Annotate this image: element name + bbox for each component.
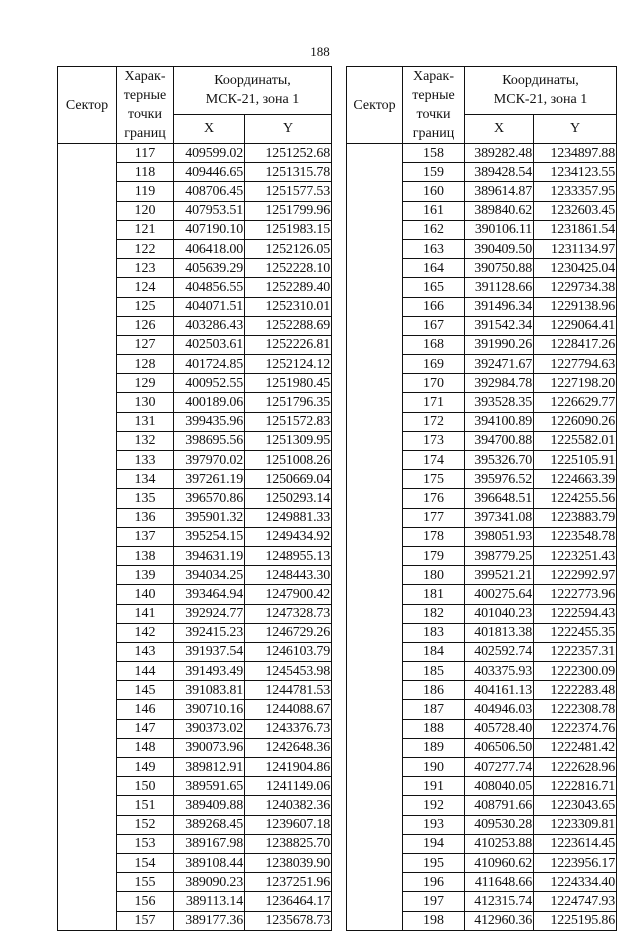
x-coordinate-cell: 397970.02 — [174, 451, 245, 470]
x-coordinate-cell: 392984.78 — [465, 374, 534, 393]
y-coordinate-cell: 1225195.86 — [534, 911, 617, 930]
y-coordinate-cell: 1233357.95 — [534, 182, 617, 201]
point-number-cell: 197 — [403, 892, 465, 911]
point-number-cell: 135 — [117, 489, 174, 508]
y-coordinate-cell: 1249434.92 — [245, 527, 332, 546]
x-coordinate-cell: 391493.49 — [174, 662, 245, 681]
x-coordinate-cell: 389177.36 — [174, 911, 245, 930]
point-number-cell: 145 — [117, 681, 174, 700]
point-number-cell: 119 — [117, 182, 174, 201]
x-coordinate-cell: 405639.29 — [174, 259, 245, 278]
sector-header: Сектор — [58, 67, 117, 144]
y-coordinate-cell: 1238039.90 — [245, 853, 332, 872]
y-coordinate-cell: 1251980.45 — [245, 374, 332, 393]
y-coordinate-cell: 1242648.36 — [245, 738, 332, 757]
table-body-right — [347, 144, 617, 931]
x-coordinate-cell: 390106.11 — [465, 220, 534, 239]
y-coordinate-cell: 1222308.78 — [534, 700, 617, 719]
y-coordinate-cell: 1222628.96 — [534, 758, 617, 777]
point-number-cell: 160 — [403, 182, 465, 201]
point-number-cell: 190 — [403, 758, 465, 777]
y-coordinate-cell: 1229138.96 — [534, 297, 617, 316]
point-number-cell: 146 — [117, 700, 174, 719]
sector-cell — [347, 144, 403, 931]
point-number-cell: 142 — [117, 623, 174, 642]
point-number-cell: 173 — [403, 431, 465, 450]
x-coordinate-cell: 397341.08 — [465, 508, 534, 527]
y-coordinate-cell: 1251983.15 — [245, 220, 332, 239]
y-coordinate-cell: 1246729.26 — [245, 623, 332, 642]
coordinates-table-left — [57, 66, 332, 931]
y-coordinate-cell: 1222816.71 — [534, 777, 617, 796]
x-coordinate-cell: 399435.96 — [174, 412, 245, 431]
point-number-cell: 162 — [403, 220, 465, 239]
x-coordinate-cell: 389108.44 — [174, 853, 245, 872]
y-coordinate-cell: 1252228.10 — [245, 259, 332, 278]
point-number-cell: 143 — [117, 642, 174, 661]
y-coordinate-cell: 1244781.53 — [245, 681, 332, 700]
x-coordinate-cell: 390710.16 — [174, 700, 245, 719]
point-number-cell: 153 — [117, 834, 174, 853]
point-number-cell: 122 — [117, 239, 174, 258]
y-coordinate-cell: 1222357.31 — [534, 642, 617, 661]
point-number-cell: 121 — [117, 220, 174, 239]
point-number-cell: 184 — [403, 642, 465, 661]
point-number-cell: 129 — [117, 374, 174, 393]
x-coordinate-cell: 389840.62 — [465, 201, 534, 220]
y-coordinate-cell: 1226090.26 — [534, 412, 617, 431]
page-number: 188 — [310, 44, 330, 59]
table-row — [347, 144, 617, 163]
x-coordinate-cell: 389812.91 — [174, 758, 245, 777]
point-number-cell: 140 — [117, 585, 174, 604]
point-number-cell: 194 — [403, 834, 465, 853]
x-coordinate-cell: 409446.65 — [174, 163, 245, 182]
x-coordinate-cell: 411648.66 — [465, 873, 534, 892]
point-number-cell: 134 — [117, 470, 174, 489]
x-coordinate-cell: 389409.88 — [174, 796, 245, 815]
char-points-header: Харак- терные точки границ — [117, 67, 174, 144]
point-number-cell: 193 — [403, 815, 465, 834]
point-number-cell: 186 — [403, 681, 465, 700]
y-coordinate-cell: 1229734.38 — [534, 278, 617, 297]
y-header: Y — [245, 114, 332, 143]
point-number-cell: 149 — [117, 758, 174, 777]
coordinates-header: Координаты, МСК-21, зона 1 — [465, 67, 617, 115]
x-coordinate-cell: 395976.52 — [465, 470, 534, 489]
y-coordinate-cell: 1223548.78 — [534, 527, 617, 546]
table-body-left — [58, 144, 332, 931]
point-number-cell: 123 — [117, 259, 174, 278]
point-number-cell: 136 — [117, 508, 174, 527]
x-coordinate-cell: 409530.28 — [465, 815, 534, 834]
y-coordinate-cell: 1222455.35 — [534, 623, 617, 642]
x-coordinate-cell: 396570.86 — [174, 489, 245, 508]
y-coordinate-cell: 1222773.96 — [534, 585, 617, 604]
x-coordinate-cell: 395326.70 — [465, 451, 534, 470]
x-coordinate-cell: 391937.54 — [174, 642, 245, 661]
point-number-cell: 139 — [117, 566, 174, 585]
y-coordinate-cell: 1223614.45 — [534, 834, 617, 853]
y-coordinate-cell: 1223043.65 — [534, 796, 617, 815]
x-header: X — [465, 114, 534, 143]
y-coordinate-cell: 1227794.63 — [534, 355, 617, 374]
point-number-cell: 158 — [403, 144, 465, 163]
point-number-cell: 148 — [117, 738, 174, 757]
x-coordinate-cell: 395901.32 — [174, 508, 245, 527]
y-coordinate-cell: 1251572.83 — [245, 412, 332, 431]
sector-cell — [58, 144, 117, 931]
x-coordinate-cell: 390750.88 — [465, 259, 534, 278]
point-number-cell: 187 — [403, 700, 465, 719]
point-number-cell: 195 — [403, 853, 465, 872]
y-coordinate-cell: 1224255.56 — [534, 489, 617, 508]
point-number-cell: 188 — [403, 719, 465, 738]
point-number-cell: 127 — [117, 335, 174, 354]
x-coordinate-cell: 397261.19 — [174, 470, 245, 489]
point-number-cell: 154 — [117, 853, 174, 872]
point-number-cell: 133 — [117, 451, 174, 470]
point-number-cell: 118 — [117, 163, 174, 182]
y-coordinate-cell: 1225105.91 — [534, 451, 617, 470]
y-coordinate-cell: 1237251.96 — [245, 873, 332, 892]
y-coordinate-cell: 1234897.88 — [534, 144, 617, 163]
y-coordinate-cell: 1225582.01 — [534, 431, 617, 450]
x-coordinate-cell: 410960.62 — [465, 853, 534, 872]
point-number-cell: 124 — [117, 278, 174, 297]
sector-header: Сектор — [347, 67, 403, 144]
x-coordinate-cell: 389268.45 — [174, 815, 245, 834]
coordinates-header: Координаты, МСК-21, зона 1 — [174, 67, 332, 115]
y-coordinate-cell: 1238825.70 — [245, 834, 332, 853]
x-coordinate-cell: 403375.93 — [465, 662, 534, 681]
point-number-cell: 185 — [403, 662, 465, 681]
x-coordinate-cell: 401040.23 — [465, 604, 534, 623]
x-coordinate-cell: 404161.13 — [465, 681, 534, 700]
y-coordinate-cell: 1239607.18 — [245, 815, 332, 834]
y-coordinate-cell: 1252124.12 — [245, 355, 332, 374]
point-number-cell: 178 — [403, 527, 465, 546]
x-coordinate-cell: 405728.40 — [465, 719, 534, 738]
x-header: X — [174, 114, 245, 143]
y-coordinate-cell: 1251008.26 — [245, 451, 332, 470]
point-number-cell: 120 — [117, 201, 174, 220]
x-coordinate-cell: 394100.89 — [465, 412, 534, 431]
point-number-cell: 152 — [117, 815, 174, 834]
point-number-cell: 117 — [117, 144, 174, 163]
y-coordinate-cell: 1222992.97 — [534, 566, 617, 585]
x-coordinate-cell: 412315.74 — [465, 892, 534, 911]
x-coordinate-cell: 389591.65 — [174, 777, 245, 796]
point-number-cell: 144 — [117, 662, 174, 681]
x-coordinate-cell: 399521.21 — [465, 566, 534, 585]
point-number-cell: 151 — [117, 796, 174, 815]
point-number-cell: 182 — [403, 604, 465, 623]
y-coordinate-cell: 1252289.40 — [245, 278, 332, 297]
y-coordinate-cell: 1251315.78 — [245, 163, 332, 182]
point-number-cell: 183 — [403, 623, 465, 642]
y-coordinate-cell: 1226629.77 — [534, 393, 617, 412]
x-coordinate-cell: 389090.23 — [174, 873, 245, 892]
coordinates-table-right — [346, 66, 617, 931]
y-coordinate-cell: 1243376.73 — [245, 719, 332, 738]
x-coordinate-cell: 398051.93 — [465, 527, 534, 546]
y-coordinate-cell: 1222283.48 — [534, 681, 617, 700]
y-coordinate-cell: 1241904.86 — [245, 758, 332, 777]
y-coordinate-cell: 1224747.93 — [534, 892, 617, 911]
x-coordinate-cell: 408706.45 — [174, 182, 245, 201]
x-coordinate-cell: 391128.66 — [465, 278, 534, 297]
point-number-cell: 181 — [403, 585, 465, 604]
y-coordinate-cell: 1222300.09 — [534, 662, 617, 681]
y-coordinate-cell: 1224663.39 — [534, 470, 617, 489]
y-coordinate-cell: 1236464.17 — [245, 892, 332, 911]
y-coordinate-cell: 1241149.06 — [245, 777, 332, 796]
point-number-cell: 138 — [117, 546, 174, 565]
point-number-cell: 125 — [117, 297, 174, 316]
y-coordinate-cell: 1227198.20 — [534, 374, 617, 393]
y-coordinate-cell: 1232603.45 — [534, 201, 617, 220]
y-coordinate-cell: 1247900.42 — [245, 585, 332, 604]
y-coordinate-cell: 1251799.96 — [245, 201, 332, 220]
x-coordinate-cell: 391496.34 — [465, 297, 534, 316]
x-coordinate-cell: 410253.88 — [465, 834, 534, 853]
point-number-cell: 128 — [117, 355, 174, 374]
y-coordinate-cell: 1251796.35 — [245, 393, 332, 412]
y-coordinate-cell: 1246103.79 — [245, 642, 332, 661]
point-number-cell: 132 — [117, 431, 174, 450]
x-coordinate-cell: 404946.03 — [465, 700, 534, 719]
point-number-cell: 163 — [403, 239, 465, 258]
x-coordinate-cell: 400952.55 — [174, 374, 245, 393]
x-coordinate-cell: 395254.15 — [174, 527, 245, 546]
x-coordinate-cell: 391083.81 — [174, 681, 245, 700]
y-coordinate-cell: 1248443.30 — [245, 566, 332, 585]
x-coordinate-cell: 398695.56 — [174, 431, 245, 450]
y-coordinate-cell: 1249881.33 — [245, 508, 332, 527]
point-number-cell: 165 — [403, 278, 465, 297]
y-coordinate-cell: 1222481.42 — [534, 738, 617, 757]
point-number-cell: 147 — [117, 719, 174, 738]
point-number-cell: 155 — [117, 873, 174, 892]
point-number-cell: 159 — [403, 163, 465, 182]
x-coordinate-cell: 393464.94 — [174, 585, 245, 604]
y-coordinate-cell: 1240382.36 — [245, 796, 332, 815]
point-number-cell: 177 — [403, 508, 465, 527]
x-coordinate-cell: 402592.74 — [465, 642, 534, 661]
x-coordinate-cell: 389428.54 — [465, 163, 534, 182]
x-coordinate-cell: 392415.23 — [174, 623, 245, 642]
x-coordinate-cell: 408040.05 — [465, 777, 534, 796]
point-number-cell: 169 — [403, 355, 465, 374]
point-number-cell: 126 — [117, 316, 174, 335]
y-coordinate-cell: 1251309.95 — [245, 431, 332, 450]
y-coordinate-cell: 1250293.14 — [245, 489, 332, 508]
y-coordinate-cell: 1235678.73 — [245, 911, 332, 930]
point-number-cell: 168 — [403, 335, 465, 354]
point-number-cell: 167 — [403, 316, 465, 335]
x-coordinate-cell: 390373.02 — [174, 719, 245, 738]
point-number-cell: 174 — [403, 451, 465, 470]
y-coordinate-cell: 1224334.40 — [534, 873, 617, 892]
x-coordinate-cell: 396648.51 — [465, 489, 534, 508]
point-number-cell: 172 — [403, 412, 465, 431]
y-coordinate-cell: 1251252.68 — [245, 144, 332, 163]
y-coordinate-cell: 1222594.43 — [534, 604, 617, 623]
point-number-cell: 170 — [403, 374, 465, 393]
y-coordinate-cell: 1245453.98 — [245, 662, 332, 681]
y-coordinate-cell: 1223309.81 — [534, 815, 617, 834]
x-coordinate-cell: 400189.06 — [174, 393, 245, 412]
x-coordinate-cell: 389614.87 — [465, 182, 534, 201]
x-coordinate-cell: 407953.51 — [174, 201, 245, 220]
point-number-cell: 176 — [403, 489, 465, 508]
table-row — [58, 144, 332, 163]
y-coordinate-cell: 1252288.69 — [245, 316, 332, 335]
point-number-cell: 130 — [117, 393, 174, 412]
x-coordinate-cell: 406506.50 — [465, 738, 534, 757]
point-number-cell: 156 — [117, 892, 174, 911]
x-coordinate-cell: 394034.25 — [174, 566, 245, 585]
y-coordinate-cell: 1248955.13 — [245, 546, 332, 565]
point-number-cell: 171 — [403, 393, 465, 412]
y-coordinate-cell: 1223956.17 — [534, 853, 617, 872]
point-number-cell: 198 — [403, 911, 465, 930]
x-coordinate-cell: 404071.51 — [174, 297, 245, 316]
x-coordinate-cell: 392471.67 — [465, 355, 534, 374]
point-number-cell: 164 — [403, 259, 465, 278]
y-coordinate-cell: 1252310.01 — [245, 297, 332, 316]
y-coordinate-cell: 1231134.97 — [534, 239, 617, 258]
x-coordinate-cell: 393528.35 — [465, 393, 534, 412]
y-coordinate-cell: 1252226.81 — [245, 335, 332, 354]
x-coordinate-cell: 404856.55 — [174, 278, 245, 297]
x-coordinate-cell: 412960.36 — [465, 911, 534, 930]
x-coordinate-cell: 389282.48 — [465, 144, 534, 163]
point-number-cell: 161 — [403, 201, 465, 220]
point-number-cell: 166 — [403, 297, 465, 316]
x-coordinate-cell: 398779.25 — [465, 546, 534, 565]
y-coordinate-cell: 1250669.04 — [245, 470, 332, 489]
point-number-cell: 131 — [117, 412, 174, 431]
x-coordinate-cell: 407190.10 — [174, 220, 245, 239]
x-coordinate-cell: 408791.66 — [465, 796, 534, 815]
x-coordinate-cell: 389113.14 — [174, 892, 245, 911]
y-header: Y — [534, 114, 617, 143]
x-coordinate-cell: 390409.50 — [465, 239, 534, 258]
y-coordinate-cell: 1229064.41 — [534, 316, 617, 335]
x-coordinate-cell: 394631.19 — [174, 546, 245, 565]
x-coordinate-cell: 401813.38 — [465, 623, 534, 642]
point-number-cell: 192 — [403, 796, 465, 815]
x-coordinate-cell: 394700.88 — [465, 431, 534, 450]
x-coordinate-cell: 406418.00 — [174, 239, 245, 258]
point-number-cell: 179 — [403, 546, 465, 565]
char-points-header: Харак- терные точки границ — [403, 67, 465, 144]
x-coordinate-cell: 407277.74 — [465, 758, 534, 777]
point-number-cell: 189 — [403, 738, 465, 757]
x-coordinate-cell: 401724.85 — [174, 355, 245, 374]
point-number-cell: 157 — [117, 911, 174, 930]
x-coordinate-cell: 391542.34 — [465, 316, 534, 335]
x-coordinate-cell: 391990.26 — [465, 335, 534, 354]
x-coordinate-cell: 409599.02 — [174, 144, 245, 163]
point-number-cell: 137 — [117, 527, 174, 546]
y-coordinate-cell: 1223251.43 — [534, 546, 617, 565]
x-coordinate-cell: 392924.77 — [174, 604, 245, 623]
point-number-cell: 191 — [403, 777, 465, 796]
point-number-cell: 150 — [117, 777, 174, 796]
point-number-cell: 175 — [403, 470, 465, 489]
x-coordinate-cell: 402503.61 — [174, 335, 245, 354]
y-coordinate-cell: 1222374.76 — [534, 719, 617, 738]
y-coordinate-cell: 1223883.79 — [534, 508, 617, 527]
y-coordinate-cell: 1247328.73 — [245, 604, 332, 623]
x-coordinate-cell: 400275.64 — [465, 585, 534, 604]
y-coordinate-cell: 1231861.54 — [534, 220, 617, 239]
y-coordinate-cell: 1228417.26 — [534, 335, 617, 354]
y-coordinate-cell: 1251577.53 — [245, 182, 332, 201]
point-number-cell: 196 — [403, 873, 465, 892]
y-coordinate-cell: 1244088.67 — [245, 700, 332, 719]
y-coordinate-cell: 1252126.05 — [245, 239, 332, 258]
point-number-cell: 141 — [117, 604, 174, 623]
x-coordinate-cell: 403286.43 — [174, 316, 245, 335]
y-coordinate-cell: 1234123.55 — [534, 163, 617, 182]
x-coordinate-cell: 390073.96 — [174, 738, 245, 757]
y-coordinate-cell: 1230425.04 — [534, 259, 617, 278]
point-number-cell: 180 — [403, 566, 465, 585]
x-coordinate-cell: 389167.98 — [174, 834, 245, 853]
